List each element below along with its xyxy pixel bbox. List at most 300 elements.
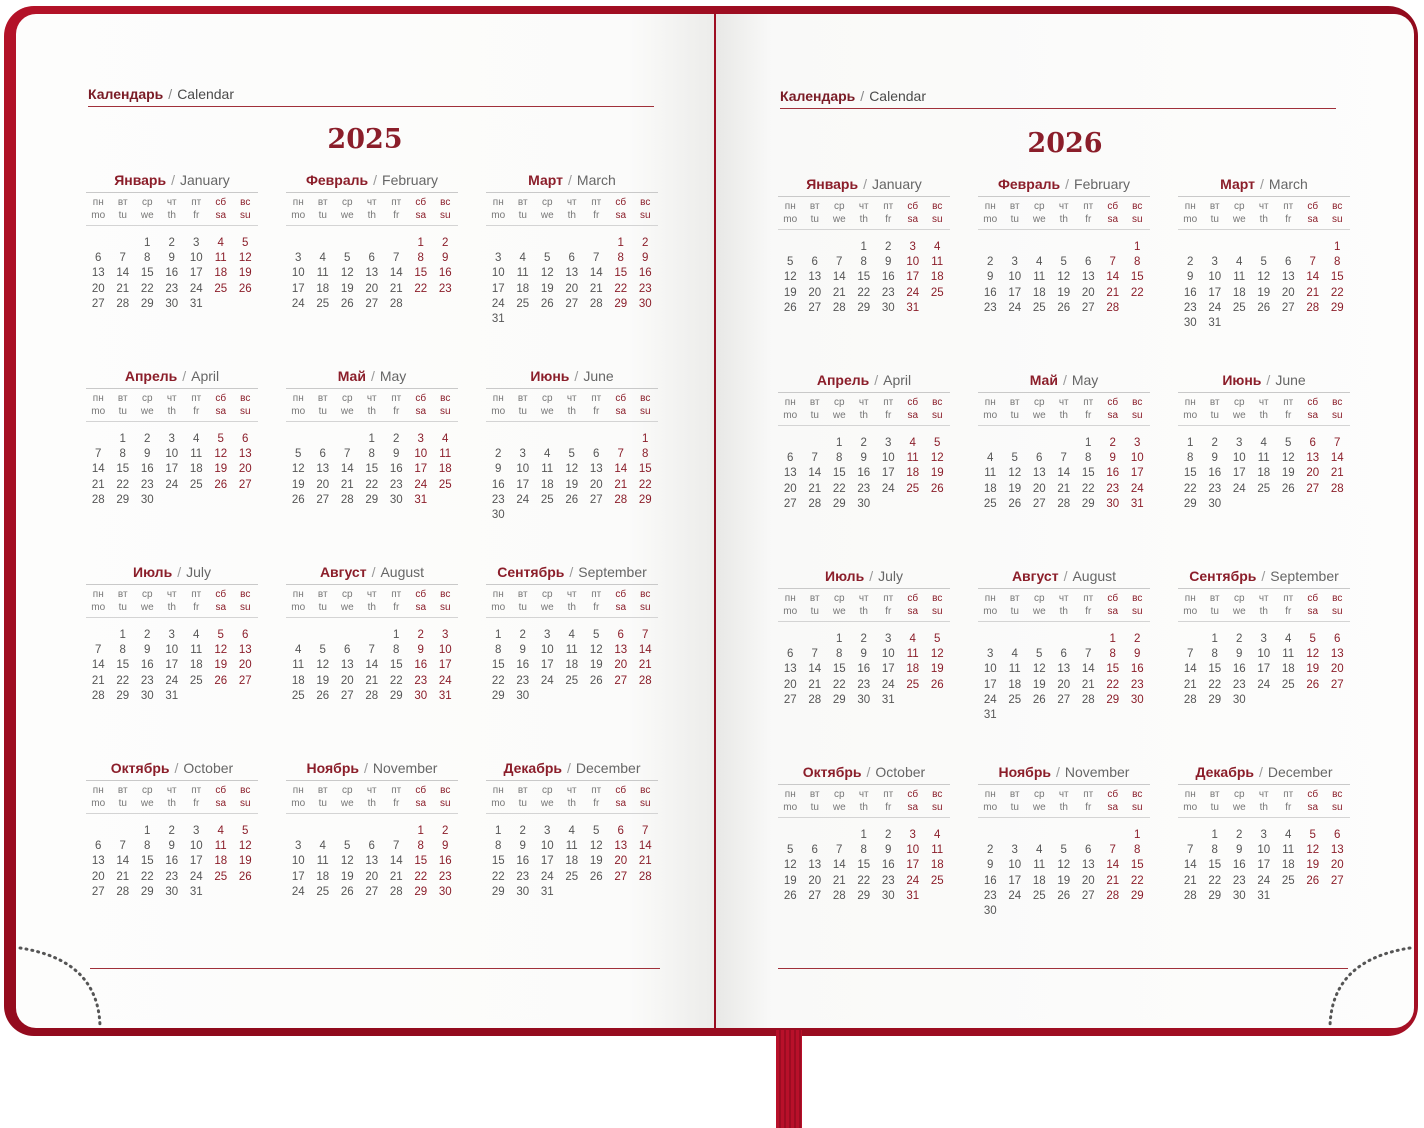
weekday-label: вс xyxy=(640,785,651,796)
weekday-label: we xyxy=(540,406,554,417)
weekday-label: mo xyxy=(783,606,798,617)
day-cell: 7 xyxy=(1109,844,1116,857)
empty-day-cell xyxy=(1276,240,1301,255)
day-cell: 7 xyxy=(119,252,126,265)
day-cell: 10 xyxy=(291,267,305,280)
day-cell: 15 xyxy=(389,659,403,672)
month-block xyxy=(286,368,458,564)
day-cell: 25 xyxy=(930,874,944,887)
weekday-label: чт xyxy=(366,197,377,208)
day-cell: 20 xyxy=(1081,874,1095,887)
day-cell: 4 xyxy=(1236,256,1243,269)
day-cell: 14 xyxy=(808,467,822,480)
empty-day-cell xyxy=(1178,828,1203,843)
day-cell: 20 xyxy=(316,478,330,491)
empty-day-cell xyxy=(584,236,609,251)
weekday-label: пн xyxy=(1184,593,1196,604)
day-cell: 23 xyxy=(438,282,452,295)
day-cell: 26 xyxy=(291,493,305,506)
day-cell: 8 xyxy=(1109,648,1116,661)
day-cell: 17 xyxy=(1130,467,1144,480)
weekday-label: вт xyxy=(1009,201,1020,212)
weekday-label: вс xyxy=(1332,593,1343,604)
weekday-label: su xyxy=(239,798,251,809)
weekday-row-ru xyxy=(486,196,658,209)
weekday-label: пн xyxy=(1184,201,1196,212)
day-cell: 8 xyxy=(860,256,867,269)
weekday-label: пт xyxy=(1283,789,1294,800)
day-cell: 6 xyxy=(1036,452,1043,465)
day-cell: 6 xyxy=(368,252,375,265)
day-cell: 29 xyxy=(1106,693,1120,706)
day-cell: 22 xyxy=(1208,678,1222,691)
weekday-label: вс xyxy=(1132,397,1143,408)
weekday-label: th xyxy=(167,602,176,613)
empty-day-cell xyxy=(1076,240,1101,255)
day-cell: 20 xyxy=(1057,678,1071,691)
bookmark-ribbon[interactable] xyxy=(776,1030,802,1128)
day-cell: 18 xyxy=(316,870,330,883)
weekday-label: вс xyxy=(240,785,251,796)
day-cell: 29 xyxy=(832,497,846,510)
month-name-separator: / xyxy=(171,172,175,188)
weekday-label: we xyxy=(340,798,354,809)
day-cell: 3 xyxy=(885,437,892,449)
day-cell: 1 xyxy=(1187,437,1194,449)
weekday-label: вс xyxy=(932,789,943,800)
day-cell: 29 xyxy=(857,301,871,314)
day-cell: 18 xyxy=(540,478,554,491)
day-cell: 10 xyxy=(983,663,997,676)
day-cell: 7 xyxy=(393,252,400,265)
day-cell: 3 xyxy=(1134,437,1141,449)
month-name-en: January xyxy=(179,172,230,188)
day-cell: 9 xyxy=(642,252,649,265)
day-cell: 7 xyxy=(811,452,818,465)
day-cell: 4 xyxy=(217,237,224,249)
day-cell: 25 xyxy=(1032,889,1046,902)
day-cell: 27 xyxy=(783,693,797,706)
weekday-label: su xyxy=(639,798,651,809)
weekday-label: вт xyxy=(1009,397,1020,408)
weekday-label: sa xyxy=(1307,214,1319,225)
weekday-label: пн xyxy=(92,589,104,600)
day-cell: 1 xyxy=(495,825,502,837)
weekday-label: fr xyxy=(193,210,200,221)
day-cell: 10 xyxy=(1008,859,1022,872)
day-cell: 10 xyxy=(1232,452,1246,465)
empty-day-cell xyxy=(560,432,585,447)
day-cell: 2 xyxy=(495,448,502,461)
day-cell: 28 xyxy=(1306,301,1320,314)
weekday-label: su xyxy=(931,214,943,225)
weekday-label: ср xyxy=(833,397,845,408)
day-cell: 9 xyxy=(417,644,424,657)
weekday-label: sa xyxy=(615,798,627,809)
weekday-label: mo xyxy=(783,802,798,813)
month-name-separator: / xyxy=(182,368,187,384)
weekday-label: вт xyxy=(517,589,528,600)
day-cell: 13 xyxy=(316,463,330,476)
weekday-row-ru xyxy=(486,392,658,405)
day-cell: 19 xyxy=(238,855,252,868)
day-cell: 30 xyxy=(516,689,530,702)
month-block xyxy=(286,564,458,760)
empty-day-cell xyxy=(335,824,360,839)
month-name-ru: Октябрь xyxy=(110,760,170,776)
day-cell: 2 xyxy=(144,629,151,641)
weekday-label: sa xyxy=(1107,410,1119,421)
day-cell: 27 xyxy=(808,889,822,902)
day-cell: 19 xyxy=(1306,859,1320,872)
weekday-label: we xyxy=(1032,214,1046,225)
day-cell: 11 xyxy=(931,844,944,857)
month-title xyxy=(286,172,458,193)
day-cell: 26 xyxy=(1306,874,1320,887)
day-cell: 4 xyxy=(987,452,994,465)
day-cell: 22 xyxy=(1130,874,1144,887)
weekday-label: su xyxy=(639,210,651,221)
weekday-row-en xyxy=(978,801,1150,818)
weekday-label: we xyxy=(140,210,154,221)
day-cell: 19 xyxy=(1008,482,1022,495)
weekday-label: sa xyxy=(215,406,227,417)
month-block xyxy=(778,764,950,960)
day-cell: 17 xyxy=(906,859,920,872)
day-cell: 8 xyxy=(617,252,624,265)
day-cell: 19 xyxy=(589,855,603,868)
day-cell: 25 xyxy=(565,674,579,687)
weekday-label: сб xyxy=(1107,397,1119,408)
day-cell: 10 xyxy=(906,256,920,269)
weekday-label: пт xyxy=(191,197,202,208)
weekday-label: fr xyxy=(393,602,400,613)
weekday-label: we xyxy=(1232,410,1246,421)
weekday-label: ср xyxy=(341,393,353,404)
day-cell: 1 xyxy=(119,629,126,641)
day-cell: 24 xyxy=(1130,482,1144,495)
day-cell: 25 xyxy=(214,282,228,295)
day-cell: 20 xyxy=(808,286,822,299)
month-name-en: March xyxy=(576,172,616,188)
day-cell: 3 xyxy=(1011,844,1018,857)
month-name-ru: Апрель xyxy=(816,372,870,388)
day-cell: 17 xyxy=(165,659,179,672)
day-cell: 17 xyxy=(438,659,452,672)
weekday-label: чт xyxy=(566,785,577,796)
day-cell: 18 xyxy=(516,282,530,295)
day-cell: 12 xyxy=(316,659,330,672)
weekday-label: вс xyxy=(1332,789,1343,800)
day-cell: 21 xyxy=(832,286,846,299)
weekday-label: пн xyxy=(492,589,504,600)
day-cell: 8 xyxy=(417,840,424,853)
weekday-label: sa xyxy=(1307,802,1319,813)
weekday-label: we xyxy=(1032,802,1046,813)
day-cell: 22 xyxy=(389,674,403,687)
weekday-label: we xyxy=(540,602,554,613)
day-cell: 9 xyxy=(442,252,449,265)
day-cell: 29 xyxy=(414,885,428,898)
weekday-label: sa xyxy=(1107,802,1119,813)
page-left xyxy=(16,14,714,1028)
day-cell: 22 xyxy=(1208,874,1222,887)
footer-rule xyxy=(778,968,1348,969)
day-cell: 17 xyxy=(1008,874,1022,887)
month-block xyxy=(286,760,458,956)
weekday-label: we xyxy=(140,406,154,417)
weekday-label: чт xyxy=(858,201,869,212)
day-cell: 23 xyxy=(165,870,179,883)
weekday-label: tu xyxy=(318,602,327,613)
day-cell: 14 xyxy=(1106,271,1120,284)
day-cell: 29 xyxy=(116,493,130,506)
month-block xyxy=(978,764,1150,960)
day-cell: 23 xyxy=(983,301,997,314)
day-cell: 21 xyxy=(91,478,105,491)
day-cell: 22 xyxy=(414,282,428,295)
day-cell: 12 xyxy=(930,648,944,661)
day-cell: 1 xyxy=(617,237,624,249)
day-cell: 1 xyxy=(368,433,375,445)
empty-day-cell xyxy=(111,824,136,839)
day-cell: 1 xyxy=(1211,829,1218,841)
day-cell: 17 xyxy=(516,478,530,491)
weekday-label: mo xyxy=(91,210,106,221)
day-cell: 24 xyxy=(906,874,920,887)
day-cell: 18 xyxy=(1281,859,1295,872)
day-cell: 21 xyxy=(91,674,105,687)
month-title xyxy=(86,368,258,389)
day-cell: 11 xyxy=(1033,271,1046,284)
weekday-label: сб xyxy=(1107,593,1119,604)
day-cell: 11 xyxy=(316,267,329,280)
day-cell: 17 xyxy=(189,267,203,280)
day-cell: 16 xyxy=(438,855,452,868)
day-cell: 25 xyxy=(1032,301,1046,314)
weekday-label: чт xyxy=(366,589,377,600)
empty-day-cell xyxy=(978,240,1003,255)
day-cell: 3 xyxy=(909,829,916,841)
weekday-label: we xyxy=(832,214,846,225)
weekday-label: сб xyxy=(1307,593,1319,604)
weekday-row-ru xyxy=(86,588,258,601)
day-cell: 31 xyxy=(906,889,920,902)
day-cell: 19 xyxy=(540,282,554,295)
weekday-label: пт xyxy=(591,785,602,796)
weekday-label: tu xyxy=(318,406,327,417)
weekday-label: сб xyxy=(615,393,627,404)
month-name-separator: / xyxy=(1065,176,1070,192)
day-cell: 12 xyxy=(1057,859,1071,872)
day-cell: 13 xyxy=(238,644,252,657)
weekday-label: fr xyxy=(1085,410,1092,421)
day-cell: 3 xyxy=(168,433,175,445)
weekday-label: сб xyxy=(907,201,919,212)
day-cell: 29 xyxy=(614,297,628,310)
header-separator: / xyxy=(168,86,173,102)
weekday-label: пн xyxy=(984,593,996,604)
day-cell: 30 xyxy=(165,297,179,310)
weekday-label: вт xyxy=(117,197,128,208)
day-cell: 7 xyxy=(95,644,102,657)
weekday-label: th xyxy=(567,406,576,417)
day-cell: 19 xyxy=(1281,467,1295,480)
day-cell: 31 xyxy=(983,708,997,721)
day-cell: 28 xyxy=(808,497,822,510)
weekday-label: вт xyxy=(117,393,128,404)
empty-day-cell xyxy=(384,824,409,839)
day-cell: 6 xyxy=(368,840,375,853)
month-name-en: April xyxy=(191,368,220,384)
day-cell: 12 xyxy=(238,252,252,265)
day-cell: 15 xyxy=(140,855,154,868)
weekday-label: tu xyxy=(518,210,527,221)
day-cell: 20 xyxy=(614,659,628,672)
empty-day-cell xyxy=(803,828,828,843)
day-cell: 16 xyxy=(1232,859,1246,872)
day-cell: 4 xyxy=(1036,256,1043,269)
day-cell: 28 xyxy=(614,493,628,506)
day-cell: 3 xyxy=(544,629,551,641)
month-title xyxy=(1178,568,1350,589)
day-cell: 21 xyxy=(638,855,652,868)
day-cell: 20 xyxy=(783,482,797,495)
day-cell: 18 xyxy=(291,674,305,687)
weekday-label: вс xyxy=(640,197,651,208)
day-cell: 13 xyxy=(1330,844,1344,857)
day-grid xyxy=(86,432,258,508)
month-title xyxy=(778,372,950,393)
weekday-label: пн xyxy=(984,397,996,408)
empty-day-cell xyxy=(511,432,536,447)
weekday-label: we xyxy=(1032,410,1046,421)
weekday-label: сб xyxy=(1107,789,1119,800)
day-cell: 29 xyxy=(1183,497,1197,510)
weekday-label: th xyxy=(367,602,376,613)
day-cell: 7 xyxy=(642,629,649,641)
weekday-row-ru xyxy=(1178,788,1350,801)
day-cell: 22 xyxy=(414,870,428,883)
day-cell: 22 xyxy=(1081,482,1095,495)
day-cell: 10 xyxy=(906,844,920,857)
day-cell: 20 xyxy=(565,282,579,295)
day-cell: 16 xyxy=(881,859,895,872)
day-cell: 5 xyxy=(1285,437,1292,449)
month-block xyxy=(1178,764,1350,960)
month-name-separator: / xyxy=(1266,372,1271,388)
weekday-label: mo xyxy=(91,602,106,613)
day-cell: 3 xyxy=(1211,256,1218,269)
day-cell: 26 xyxy=(1032,693,1046,706)
day-cell: 19 xyxy=(238,267,252,280)
day-cell: 10 xyxy=(291,855,305,868)
day-cell: 21 xyxy=(340,478,354,491)
day-cell: 22 xyxy=(1183,482,1197,495)
weekday-row-en xyxy=(1178,605,1350,622)
month-block xyxy=(86,760,258,956)
day-cell: 1 xyxy=(495,629,502,641)
day-cell: 14 xyxy=(389,267,403,280)
month-block xyxy=(286,172,458,368)
weekday-label: вс xyxy=(640,589,651,600)
day-cell: 2 xyxy=(417,629,424,641)
day-cell: 2 xyxy=(519,629,526,641)
weekday-label: th xyxy=(859,214,868,225)
weekday-label: вс xyxy=(440,785,451,796)
weekday-label: чт xyxy=(1058,593,1069,604)
day-cell: 5 xyxy=(593,629,600,641)
month-name-separator: / xyxy=(370,368,375,384)
weekday-label: mo xyxy=(1183,410,1198,421)
day-cell: 19 xyxy=(214,659,228,672)
weekday-label: su xyxy=(439,406,451,417)
day-cell: 8 xyxy=(417,252,424,265)
day-grid xyxy=(86,824,258,900)
day-cell: 22 xyxy=(614,282,628,295)
weekday-label: вс xyxy=(240,393,251,404)
month-block xyxy=(978,372,1150,568)
day-cell: 8 xyxy=(836,648,843,661)
weekday-row-en xyxy=(86,209,258,226)
day-cell: 22 xyxy=(491,870,505,883)
day-cell: 26 xyxy=(540,297,554,310)
weekday-label: пт xyxy=(191,785,202,796)
day-cell: 9 xyxy=(1109,452,1116,465)
month-name-separator: / xyxy=(874,372,879,388)
day-cell: 6 xyxy=(1334,829,1341,841)
day-cell: 27 xyxy=(783,497,797,510)
day-cell: 14 xyxy=(340,463,354,476)
day-cell: 27 xyxy=(1032,497,1046,510)
weekday-label: mo xyxy=(491,602,506,613)
day-cell: 24 xyxy=(291,885,305,898)
weekday-row-en xyxy=(86,405,258,422)
weekday-label: ср xyxy=(833,201,845,212)
day-cell: 1 xyxy=(1334,241,1341,253)
day-cell: 28 xyxy=(1106,301,1120,314)
weekday-label: пт xyxy=(883,201,894,212)
empty-day-cell xyxy=(1003,436,1028,451)
day-cell: 10 xyxy=(516,463,530,476)
day-cell: 28 xyxy=(589,297,603,310)
day-cell: 3 xyxy=(987,648,994,661)
day-cell: 27 xyxy=(614,674,628,687)
day-cell: 21 xyxy=(1081,678,1095,691)
day-cell: 19 xyxy=(565,478,579,491)
weekday-row-ru xyxy=(778,788,950,801)
day-cell: 8 xyxy=(393,644,400,657)
month-name-ru: Декабрь xyxy=(1195,764,1255,780)
day-cell: 22 xyxy=(832,678,846,691)
weekday-label: вс xyxy=(240,197,251,208)
day-cell: 20 xyxy=(365,870,379,883)
day-cell: 16 xyxy=(165,855,179,868)
day-cell: 21 xyxy=(808,678,822,691)
month-name-separator: / xyxy=(1063,568,1068,584)
day-cell: 21 xyxy=(589,282,603,295)
weekday-row-ru xyxy=(286,784,458,797)
day-cell: 25 xyxy=(540,493,554,506)
day-cell: 8 xyxy=(836,452,843,465)
day-cell: 30 xyxy=(1183,316,1197,329)
day-cell: 13 xyxy=(91,855,105,868)
day-cell: 7 xyxy=(95,448,102,461)
weekday-label: пт xyxy=(1083,789,1094,800)
month-name-separator: / xyxy=(1062,372,1067,388)
day-cell: 28 xyxy=(1183,693,1197,706)
day-cell: 19 xyxy=(1306,663,1320,676)
